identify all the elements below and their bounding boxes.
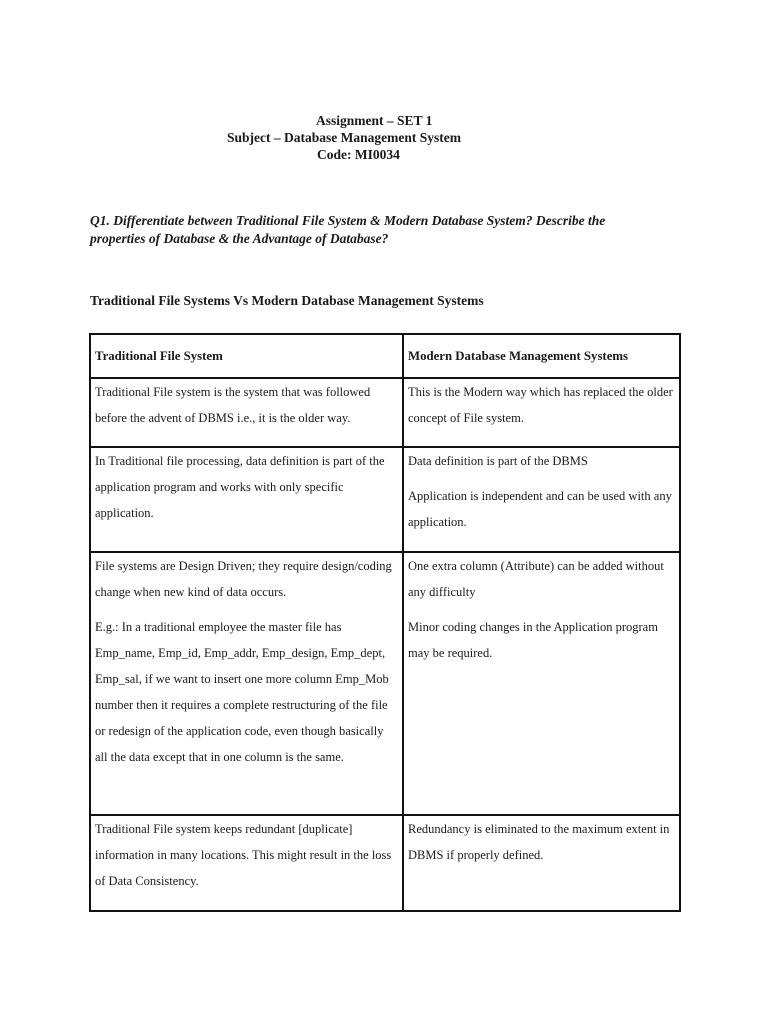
cell-paragraph: Data definition is part of the DBMS: [408, 454, 588, 468]
table-row: [90, 378, 680, 447]
table-cell-modern: [403, 815, 680, 911]
cell-paragraph: Minor coding changes in the Application program may be required.: [408, 620, 658, 660]
subject-line: Subject – Database Management System: [227, 130, 461, 145]
cell-paragraph: Traditional File system is the system that was followed before the advent of DBMS i.e., it is the older way.: [95, 385, 371, 425]
question-text: Q1. Differentiate between Traditional File System & Modern Database System? Describe the properties of Database & the Advantage of Database?: [90, 213, 606, 246]
table-cell-traditional: [90, 447, 403, 552]
table-row: [90, 815, 680, 911]
column-header: Modern Database Management Systems: [403, 334, 680, 378]
section-title: Traditional File Systems Vs Modern Database Management Systems: [90, 293, 484, 308]
cell-paragraph: File systems are Design Driven; they require design/coding change when new kind of data occurs.: [95, 559, 392, 599]
table-cell-traditional: [90, 552, 403, 815]
cell-paragraph: This is the Modern way which has replaced the older concept of File system.: [408, 385, 673, 425]
table-row: [90, 447, 680, 552]
cell-paragraph: In Traditional file processing, data definition is part of the application program and works with only specific application.: [95, 454, 385, 520]
code-line: Code: MI0034: [317, 147, 400, 162]
column-header: Traditional File System: [90, 334, 403, 378]
assignment-title: Assignment – SET 1: [316, 113, 433, 128]
table-cell-modern: [403, 378, 680, 447]
table-cell-modern: [403, 447, 680, 552]
table-cell-modern: [403, 552, 680, 815]
table-row: [90, 552, 680, 815]
table-header-row: [90, 334, 680, 378]
cell-paragraph: E.g.: In a traditional employee the master file has Emp_name, Emp_id, Emp_addr, Emp_design, Emp_dept, Emp_sal, if we want to insert one more column Emp_Mob number then it requires a complete restructuring of the file or redesign of the application code, even though basically all the data except that in one column is the same.: [95, 620, 389, 764]
cell-paragraph: One extra column (Attribute) can be added without any difficulty: [408, 559, 664, 599]
comparison-table: [89, 333, 681, 912]
table-cell-traditional: [90, 378, 403, 447]
cell-paragraph: Redundancy is eliminated to the maximum extent in DBMS if properly defined.: [408, 822, 670, 862]
cell-paragraph: Traditional File system keeps redundant [duplicate] information in many locations. This might result in the loss of Data Consistency.: [95, 822, 392, 888]
cell-paragraph: Application is independent and can be used with any application.: [408, 489, 672, 529]
table-cell-traditional: [90, 815, 403, 911]
